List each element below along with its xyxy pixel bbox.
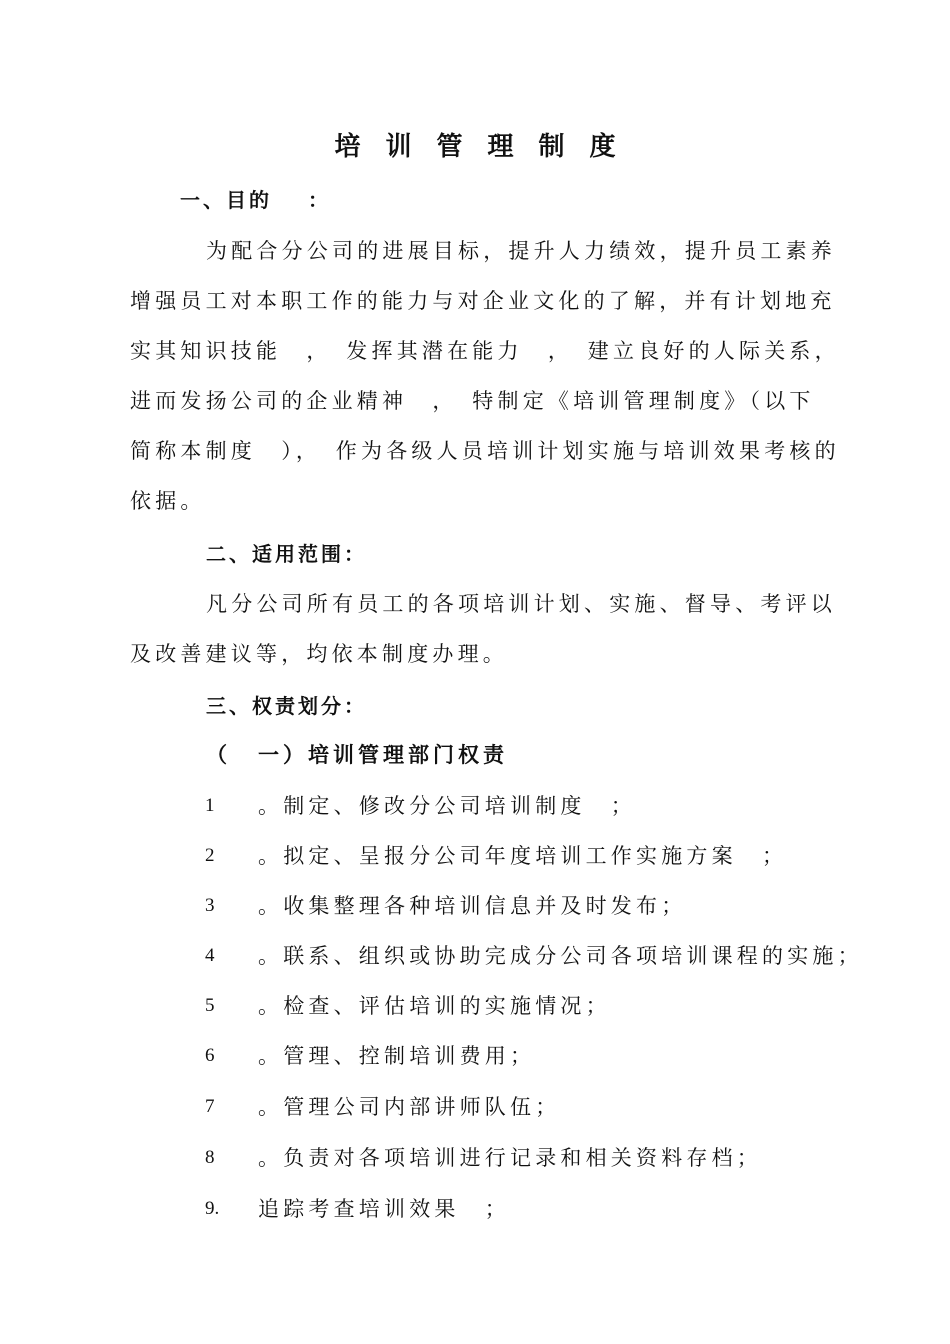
subsection-heading: 一）培训管理部门权责 <box>258 742 508 767</box>
list-item-number: 5 <box>205 995 215 1016</box>
list-item-number: 2 <box>205 845 215 866</box>
list-item: 。收集整理各种培训信息并及时发布； <box>258 894 687 918</box>
paragraph-line: 实其知识技能 ， 发挥其潜在能力 ， 建立良好的人际关系， <box>130 339 840 363</box>
list-item: 。联系、组织或协助完成分公司各项培训课程的实施； <box>258 944 863 968</box>
list-item: 。检查、评估培训的实施情况； <box>258 994 611 1018</box>
list-item-number: 9. <box>205 1198 220 1219</box>
list-item-number: 4 <box>205 945 215 966</box>
paragraph-line: 增强员工对本职工作的能力与对企业文化的了解，并有计划地充 <box>130 289 836 313</box>
list-item: 。拟定、呈报分公司年度培训工作实施方案 ； <box>258 844 788 868</box>
list-item-number: 1 <box>205 795 215 816</box>
section-heading-purpose: 一、目的 <box>180 188 272 212</box>
section-heading-scope: 二、适用范围： <box>206 542 367 566</box>
list-item: 追踪考查培训效果 ； <box>258 1197 510 1221</box>
list-item-number: 8 <box>205 1147 215 1168</box>
list-item: 。制定、修改分公司培训制度 ； <box>258 794 636 818</box>
list-item: 。管理、控制培训费用； <box>258 1044 536 1068</box>
section-heading-responsibilities: 三、权责划分： <box>206 694 367 718</box>
page-title: 培训管理制度 <box>334 132 641 162</box>
list-item: 。负责对各项培训进行记录和相关资料存档； <box>258 1146 762 1170</box>
paragraph-line: 进而发扬公司的企业精神 ， 特制定《培训管理制度》（以下 <box>130 389 815 413</box>
paragraph-line: 依据。 <box>130 489 206 513</box>
paragraph-line: 简称本制度 ）， 作为各级人员培训计划实施与培训效果考核的 <box>130 439 840 463</box>
paragraph-line: 为配合分公司的进展目标，提升人力绩效，提升员工素养 <box>206 239 836 263</box>
list-item: 。管理公司内部讲师队伍； <box>258 1095 561 1119</box>
list-item-number: 7 <box>205 1096 215 1117</box>
list-item-number: 6 <box>205 1045 215 1066</box>
list-item-number: 3 <box>205 895 215 916</box>
subsection-open-paren: （ <box>206 742 231 767</box>
paragraph-line: 及改善建议等，均依本制度办理。 <box>130 642 508 666</box>
paragraph-line: 凡分公司所有员工的各项培训计划、实施、督导、考评以 <box>206 592 836 616</box>
section-heading-purpose-colon: ： <box>308 188 331 212</box>
